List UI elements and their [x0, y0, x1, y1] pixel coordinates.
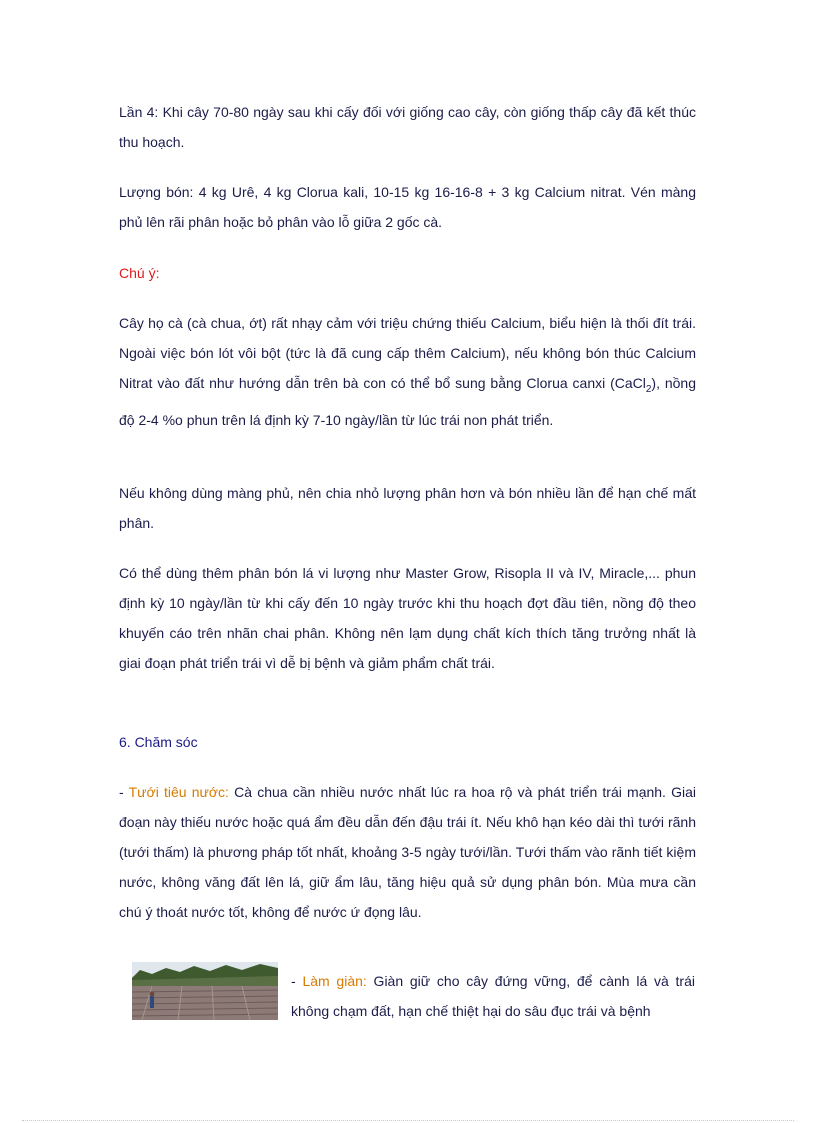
paragraph-no-mulch: Nếu không dùng màng phủ, nên chia nhỏ lượng phân hơn và bón nhiều lần để hạn chế mất phân.	[119, 485, 696, 531]
paragraph-fertilizer-round-4: Lần 4: Khi cây 70-80 ngày sau khi cấy đối với giống cao cây, còn giống thấp cây đã kết thúc thu hoạch.	[119, 104, 696, 150]
subscript: 2	[645, 383, 652, 395]
note-heading: Chú ý:	[119, 265, 160, 281]
paragraph-fertilizer-amount: Lượng bón: 4 kg Urê, 4 kg Clorua kali, 10-15 kg 16-16-8 + 3 kg Calcium nitrat. Vén màng phủ lên rãi phân hoặc bỏ phân vào lỗ giữa 2 gốc cà.	[119, 184, 696, 230]
field-photo	[132, 962, 278, 1020]
page-footer-divider	[22, 1120, 794, 1121]
paragraph-irrigation: - Tưới tiêu nước: Cà chua cần nhiều nước nhất lúc ra hoa rộ và phát triển trái mạnh. Giai đoạn này thiếu nước hoặc quá ẩm đều dẫn đến đậu trái ít. Nếu khô hạn kéo dài thì tưới rãnh (tưới thấm) là phương pháp tốt nhất, khoảng 3-5 ngày tưới/lần. Tưới thấm vào rãnh tiết kiệm nước, không văng đất lên lá, giữ ẩm lâu, tăng hiệu quả sử dụng phân bón. Mùa mưa cần chú ý thoát nước tốt, không để nước ứ đọng lâu.	[119, 784, 697, 920]
paragraph-trellis: - Làm giàn: Giàn giữ cho cây đứng vững, để cành lá và trái không chạm đất, hạn chế thiệt hại do sâu đục trái và bệnh	[291, 973, 695, 1019]
paragraph-calcium: Cây họ cà (cà chua, ớt) rất nhạy cảm với triệu chứng thiếu Calcium, biểu hiện là thối đít trái. Ngoài việc bón lót vôi bột (tức là đã cung cấp thêm Calcium), nếu không bón thúc Calcium Nitrat vào đất như hướng dẫn trên bà con có thể bổ sung bằng Clorua canxi (CaCl$_2$), nồng độ 2-4 %o phun trên lá định kỳ 7-10 ngày/lần từ lúc trái non phát triển.	[119, 315, 696, 428]
trellis-label: Làm giàn:	[302, 973, 367, 989]
paragraph-foliar-fertilizer: Có thể dùng thêm phân bón lá vi lượng như Master Grow, Risopla II và IV, Miracle,... phun định kỳ 10 ngày/lần từ khi cấy đến 10 ngày trước khi thu hoạch đợt đầu tiên, nồng độ theo khuyến cáo trên nhãn chai phân. Không nên lạm dụng chất kích thích tăng trưởng nhất là giai đoạn phát triển trái vì dễ bị bệnh và giảm phẩm chất trái.	[119, 565, 696, 671]
section-heading-care: 6. Chăm sóc	[119, 734, 198, 750]
irrigation-label: Tưới tiêu nước:	[128, 784, 229, 800]
